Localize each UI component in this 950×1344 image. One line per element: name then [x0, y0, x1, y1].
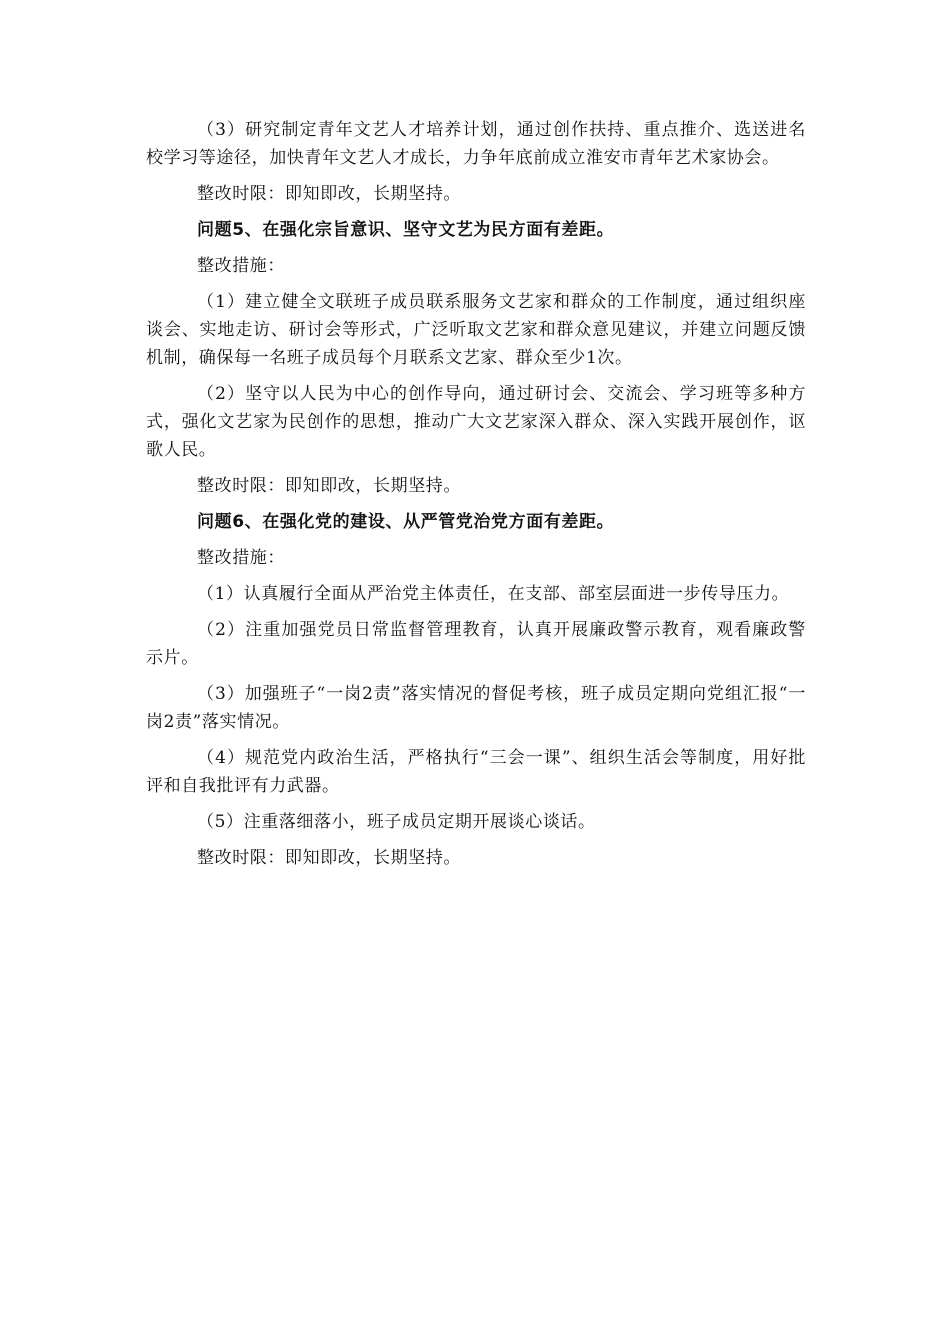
issue-heading: 问题5、在强化宗旨意识、坚守文艺为民方面有差距。: [197, 220, 615, 240]
measure-paragraph: （5）注重落细落小，班子成员定期开展谈心谈话。: [197, 812, 596, 832]
measure-paragraph: （3）加强班子“一岗2责”落实情况的督促考核，班子成员定期向党组汇报“一岗2责”落实情况。: [146, 684, 806, 732]
measure-paragraph: （1）认真履行全面从严治党主体责任，在支部、部室层面进一步传导压力。: [197, 584, 790, 604]
document-page: [146, 116, 806, 880]
deadline-paragraph: 整改时限：即知即改，长期坚持。: [197, 848, 461, 868]
deadline-paragraph: 整改时限：即知即改，长期坚持。: [197, 184, 461, 204]
measure-paragraph: （2）注重加强党员日常监督管理教育，认真开展廉政警示教育，观看廉政警示片。: [146, 620, 806, 668]
measure-paragraph: （2）坚守以人民为中心的创作导向，通过研讨会、交流会、学习班等多种方式，强化文艺家为民创作的思想，推动广大文艺家深入群众、深入实践开展创作，讴歌人民。: [146, 384, 806, 460]
measure-paragraph: （1）建立健全文联班子成员联系服务文艺家和群众的工作制度，通过组织座谈会、实地走访、研讨会等形式，广泛听取文艺家和群众意见建议，并建立问题反馈机制，确保每一名班子成员每个月联系文艺家、群众至少1次。: [146, 292, 806, 368]
measure-paragraph: （3）研究制定青年文艺人才培养计划，通过创作扶持、重点推介、选送进名校学习等途径，加快青年文艺人才成长，力争年底前成立淮安市青年艺术家协会。: [146, 120, 806, 168]
measures-label: 整改措施：: [197, 548, 285, 568]
measures-label: 整改措施：: [197, 256, 285, 276]
deadline-paragraph: 整改时限：即知即改，长期坚持。: [197, 476, 461, 496]
issue-heading: 问题6、在强化党的建设、从严管党治党方面有差距。: [197, 512, 615, 532]
measure-paragraph: （4）规范党内政治生活，严格执行“三会一课”、组织生活会等制度，用好批评和自我批评有力武器。: [146, 748, 806, 796]
